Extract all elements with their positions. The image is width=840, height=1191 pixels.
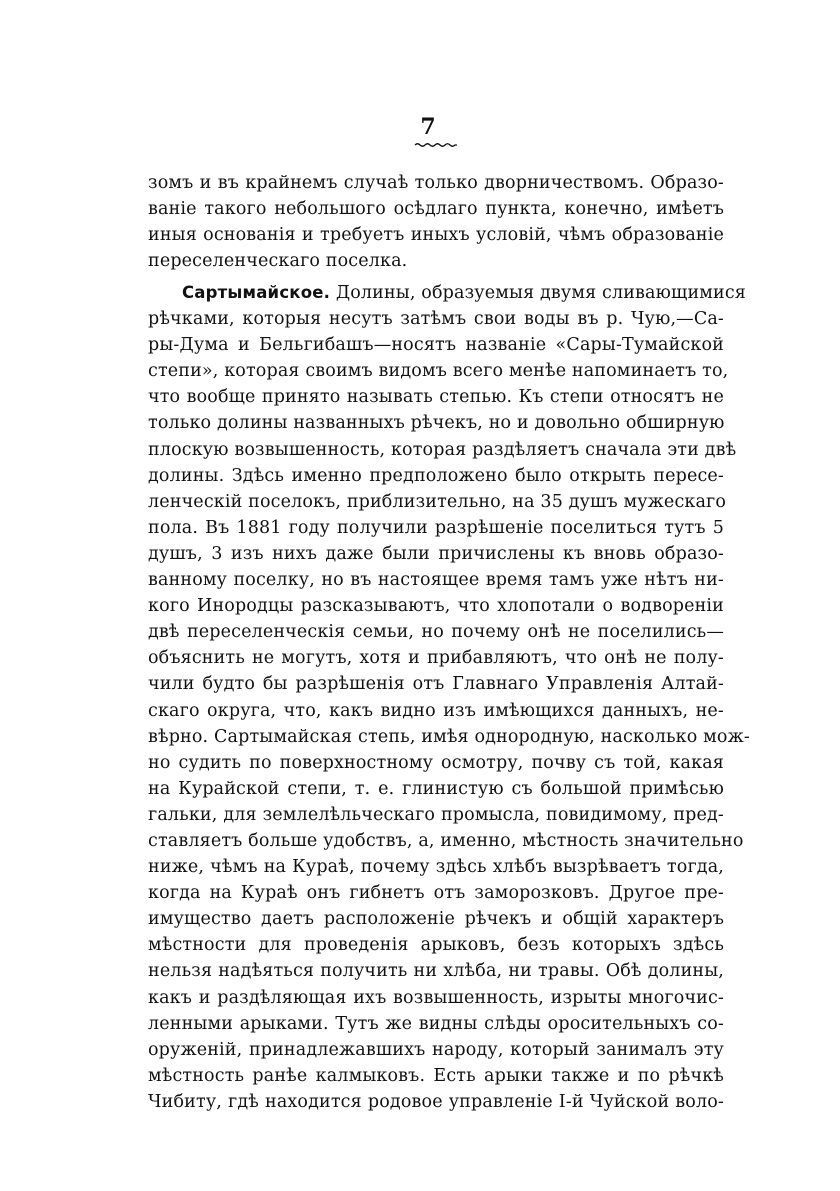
text-line: ванiе такого небольшого осѣдлаго пункта, конечно, имѣетъ: [148, 199, 724, 220]
text-line: ванному поселку, но въ настоящее время тамъ уже нѣтъ ни-: [148, 570, 724, 591]
page-number: 7: [420, 114, 436, 140]
text-line: зомъ и въ крайнемъ случаѣ только дворничествомъ. Образо-: [148, 173, 724, 193]
text-line: что вообще принято называть степью. Къ степи относятъ не: [148, 387, 724, 408]
text-line: мѣстность ранѣе калмыковъ. Есть арыки также и по рѣчкѣ: [148, 1065, 724, 1086]
text-line: ниже, чѣмъ на Кураѣ, почему здѣсь хлѣбъ вызрѣваетъ тогда,: [148, 857, 724, 878]
text-line: ленческiй поселокъ, приблизительно, на 35 душъ мужескаго: [148, 491, 727, 512]
text-line: вѣрно. Сартымайская степь, имѣя однородную, насколько мож-: [148, 726, 750, 747]
text-line: долины. Здѣсь именно предположено было открыть пересе-: [148, 465, 724, 486]
text-line: только долины названныхъ рѣчекъ, но и довольно обширную: [148, 413, 725, 434]
text-line: нельзя надѣяться получить ни хлѣба, ни травы. Обѣ долины,: [148, 961, 724, 982]
text-line: мѣстности для проведенiя арыковъ, безъ которыхъ здѣсь: [148, 935, 724, 956]
text-line: ставляетъ больше удобствъ, а, именно, мѣстность значительно: [148, 830, 744, 851]
text-line: какъ и раздѣляющая ихъ возвышенность, изрыты многочис-: [148, 987, 724, 1008]
section-heading: Сартымайское.: [182, 283, 331, 302]
paragraph-1: [148, 170, 724, 274]
text-line: рѣчками, которыя несутъ затѣмъ свои воды въ р. Чую,—Са-: [148, 309, 724, 330]
text-line: объяснить не могутъ, хотя и прибавляютъ, что онѣ не полу-: [148, 648, 724, 669]
page-number-underline-ornament: [414, 142, 458, 148]
text-line: на Курайской степи, т. е. глинистую съ большой примѣсью: [148, 778, 724, 799]
paragraph-2: [148, 280, 750, 1115]
text-line: Чибиту, гдѣ находится родовое управленiе I-й Чуйской воло-: [148, 1091, 724, 1112]
text-line-rest: Долины, образуемыя двумя сливающимися: [330, 283, 746, 303]
text-line: иныя основанiя и требуетъ иныхъ условiй, чѣмъ образованiе: [148, 225, 724, 246]
text-line: ленными арыками. Тутъ же видны слѣды оросительныхъ со-: [148, 1013, 724, 1034]
text-line: двѣ переселенческiя семьи, но почему онѣ не поселились—: [148, 622, 724, 643]
text-line: имущество даетъ расположенiе рѣчекъ и общiй характеръ: [148, 909, 724, 930]
text-line: ры-Дума и Бельгибашъ—носятъ названiе «Сары-Тумайской: [148, 335, 724, 356]
text-line: пола. Въ 1881 году получили разрѣшенiе поселиться тутъ 5: [148, 517, 724, 538]
text-line: когда на Кураѣ онъ гибнетъ отъ заморозковъ. Другое пре-: [148, 883, 724, 904]
text-line: но судить по поверхностному осмотру, почву съ той, какая: [148, 752, 724, 773]
text-line: чили будто бы разрѣшенiя отъ Главнаго Управленiя Алтай-: [148, 674, 724, 695]
text-line: скаго округа, что, какъ видно изъ имѣющихся данныхъ, не-: [148, 700, 724, 721]
text-line: душъ, 3 изъ нихъ даже были причислены къ вновь образо-: [148, 543, 724, 564]
paragraph-first-line: [148, 280, 746, 306]
text-line: степи», которая своимъ видомъ всего менѣе напоминаетъ то,: [148, 361, 729, 382]
text-line: гальки, для землелѣльческаго промысла, повидимому, пред-: [148, 804, 724, 825]
text-line: плоскую возвышенность, которая раздѣляетъ сначала эти двѣ: [148, 439, 737, 460]
text-line: оруженiй, принадлежавшихъ народу, который занималъ эту: [148, 1039, 724, 1060]
text-line: переселенческаго поселка.: [148, 251, 408, 272]
text-line: кого Инородцы разсказываютъ, что хлопотали о водворенiи: [148, 596, 724, 617]
